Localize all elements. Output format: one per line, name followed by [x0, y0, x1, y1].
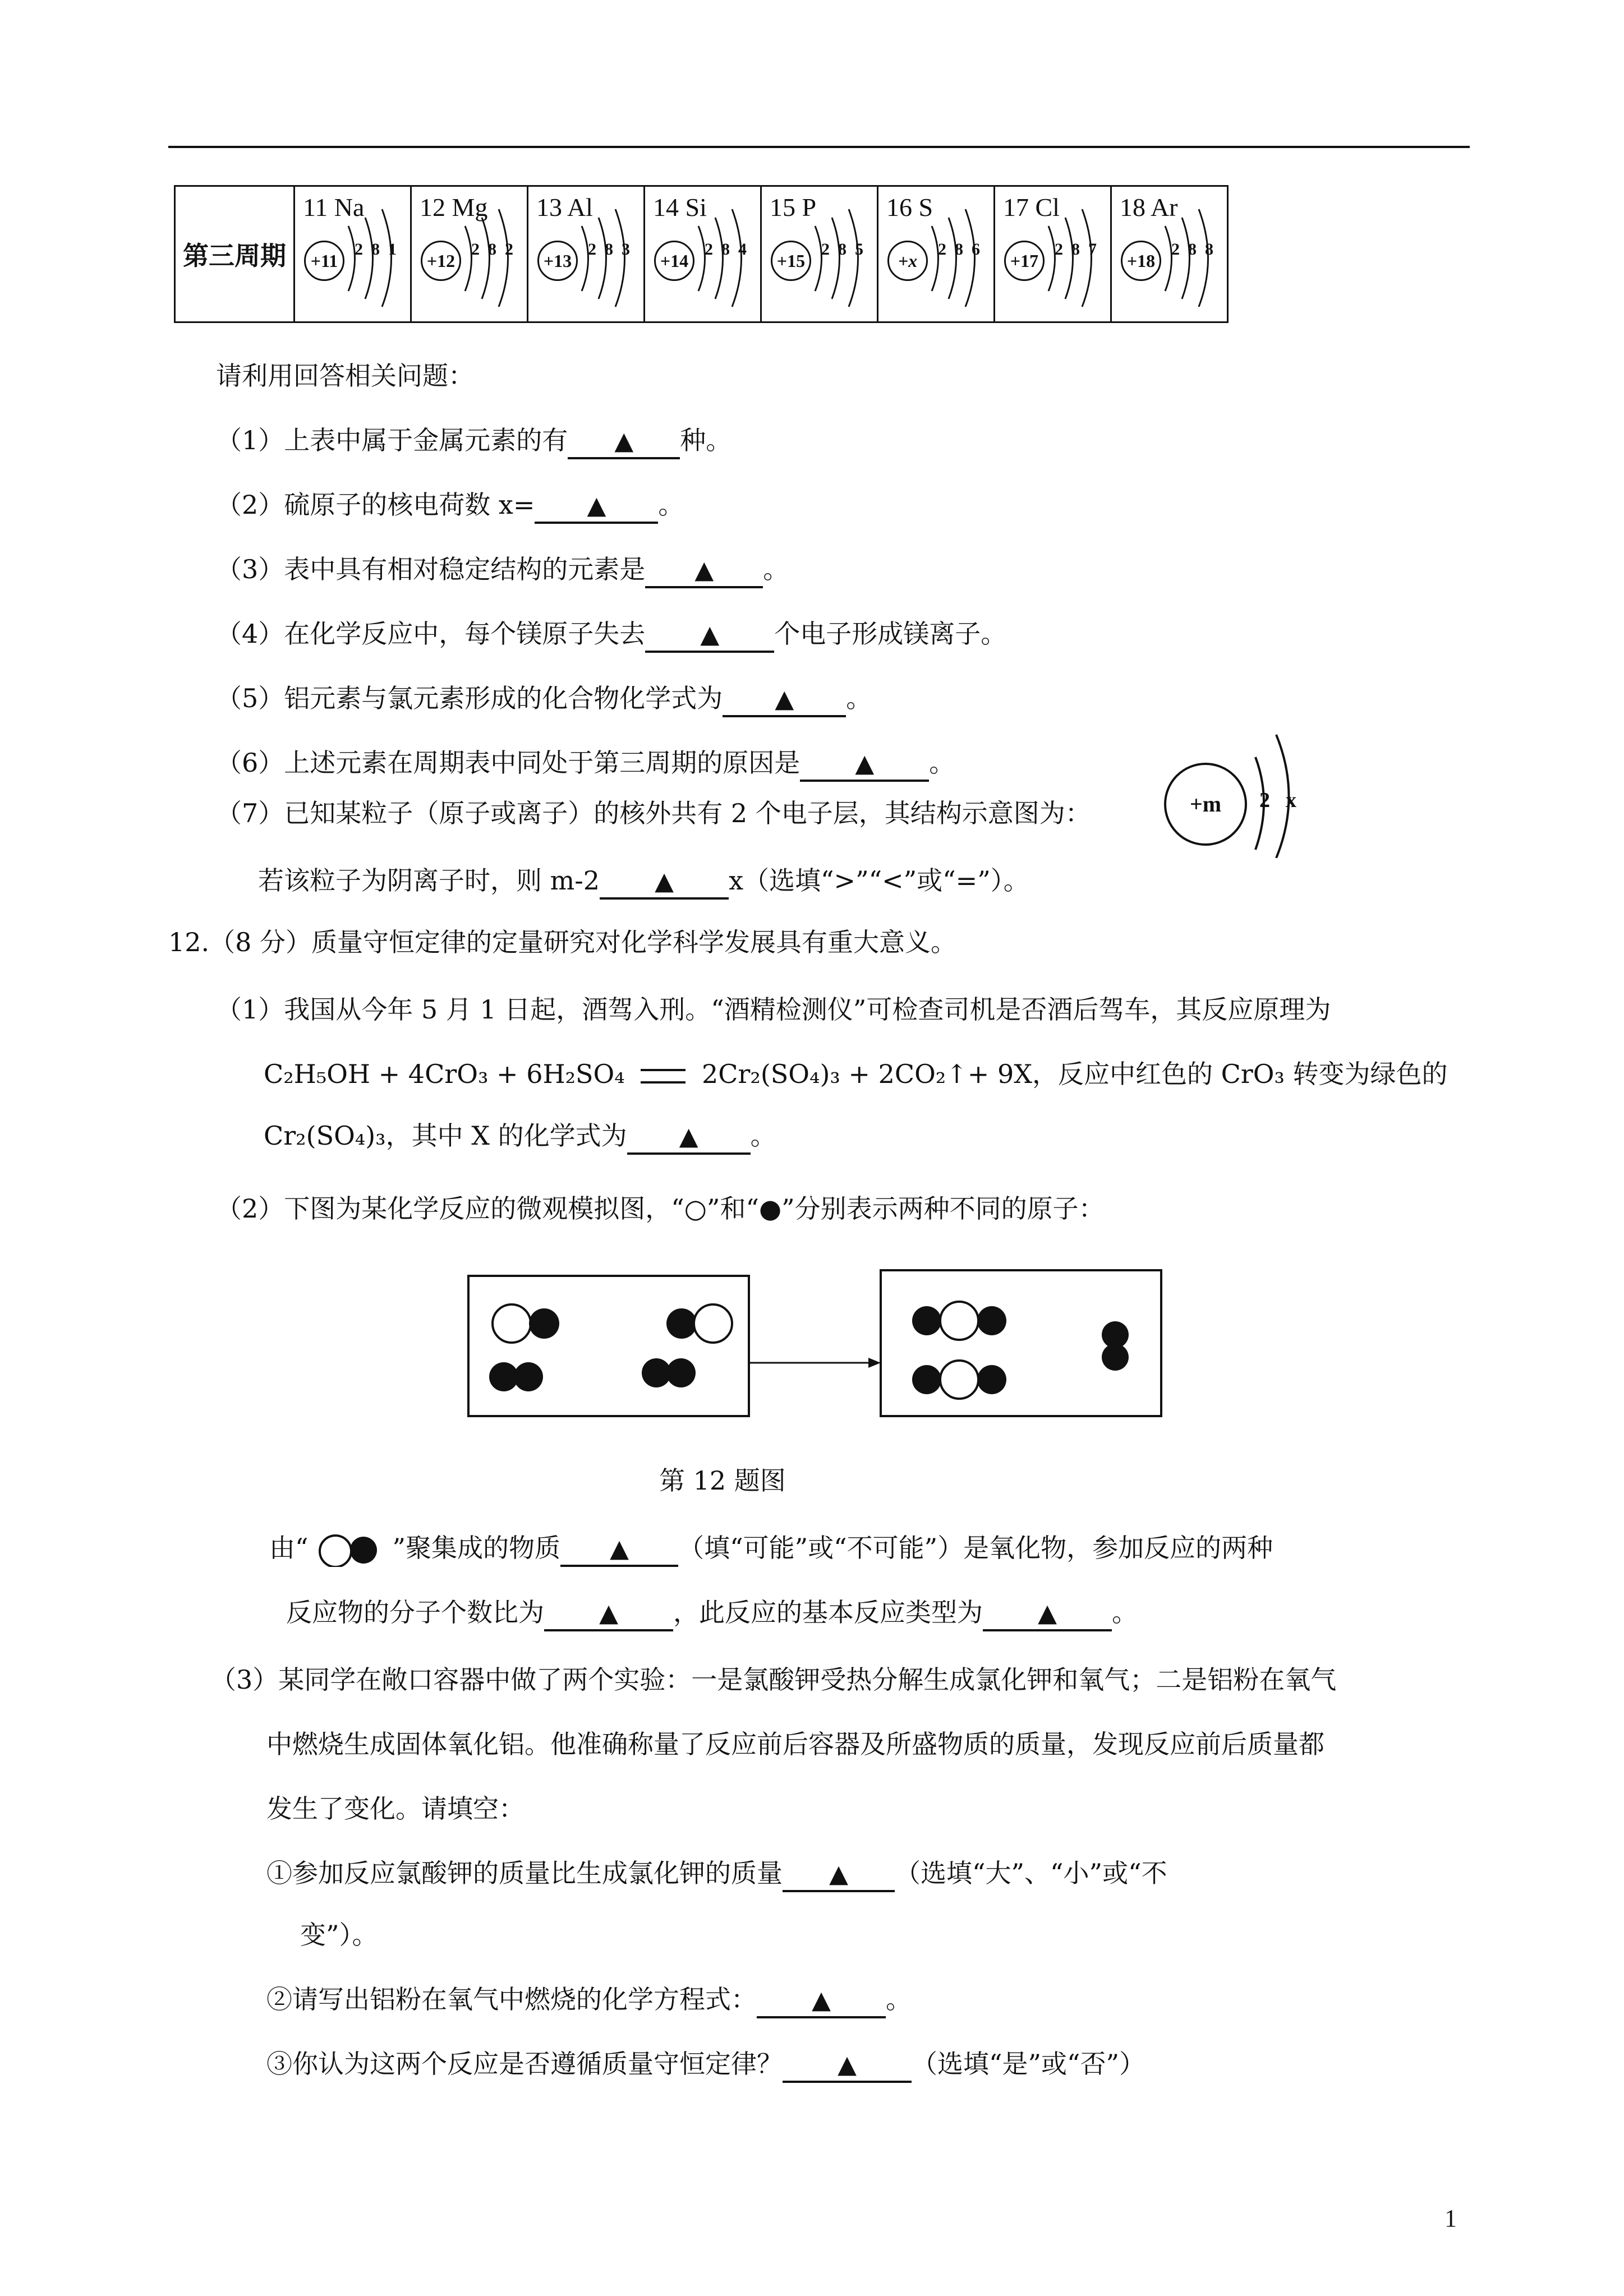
shell-count: 8: [721, 240, 730, 259]
nucleus: +15: [771, 241, 811, 281]
q11-part7: （7）已知某粒子（原子或离子）的核外共有 2 个电子层，其结构示意图为：: [216, 798, 1091, 828]
element-cell-al: [528, 186, 645, 322]
answer-blank[interactable]: ▲: [600, 866, 729, 900]
shell-count: 2: [1055, 240, 1063, 259]
q11-part3: （3）表中具有相对稳定结构的元素是 ▲ 。: [216, 552, 789, 588]
q12-sub3: ③你认为这两个反应是否遵循质量守恒定律？ ▲ （选填“是”或“否”）: [266, 2047, 1145, 2083]
white-atom-icon: [493, 1304, 531, 1343]
element-label: 13 Al: [536, 193, 593, 222]
answer-blank[interactable]: ▲: [757, 1985, 886, 2018]
element-label: 16 S: [886, 193, 933, 222]
shell-count: 2: [938, 240, 946, 259]
element-label: 12 Mg: [420, 193, 488, 222]
black-atom-icon: [1102, 1344, 1129, 1371]
shell-count: 7: [1088, 240, 1097, 259]
black-atom-icon: [912, 1306, 941, 1335]
shell-count: 8: [838, 240, 846, 259]
black-atom-icon: [977, 1306, 1006, 1335]
black-atom-icon: [912, 1365, 941, 1394]
answer-blank[interactable]: ▲: [723, 684, 846, 717]
nucleus: +m: [1164, 763, 1247, 846]
element-cell-na: [295, 186, 411, 322]
answer-blank[interactable]: ▲: [800, 748, 929, 782]
shell-count: 2: [355, 240, 363, 259]
shell-count: 2: [1259, 789, 1270, 812]
black-atom-icon: [666, 1358, 696, 1387]
q11-intro: 请利用回答相关问题：: [216, 361, 474, 391]
q12-title: 12.（8 分）质量守恒定律的定量研究对化学科学发展具有重大意义。: [168, 927, 957, 957]
element-label: 18 Ar: [1120, 193, 1178, 222]
answer-blank[interactable]: ▲: [544, 1598, 673, 1631]
element-cell-cl: [995, 186, 1111, 322]
element-label: 14 Si: [653, 193, 707, 222]
q12-part3-line3: 发生了变化。请填空：: [266, 1794, 525, 1824]
shell-count: 8: [955, 240, 963, 259]
shell-count: 8: [488, 240, 496, 259]
answer-blank[interactable]: ▲: [645, 619, 774, 653]
q11-part7-question: 若该粒子为阴离子时，则 m-2 ▲ x（选填“>”“<”或“=”）。: [258, 864, 1029, 900]
shell-count: 8: [1205, 240, 1213, 259]
black-atom-icon: [514, 1362, 543, 1391]
nucleus: +11: [304, 241, 344, 281]
answer-blank[interactable]: ▲: [983, 1598, 1112, 1631]
particle-structure-diagram: [1161, 723, 1307, 858]
answer-blank[interactable]: ▲: [535, 490, 658, 524]
element-label: 11 Na: [303, 193, 365, 222]
q11-part4: （4）在化学反应中，每个镁原子失去 ▲ 个电子形成镁离子。: [216, 617, 1006, 653]
shell-count: 8: [605, 240, 613, 259]
element-label: 17 Cl: [1003, 193, 1060, 222]
answer-blank[interactable]: ▲: [783, 2049, 912, 2083]
nucleus: +17: [1004, 241, 1045, 281]
q11-part2: （2）硫原子的核电荷数 x= ▲ 。: [216, 488, 684, 524]
answer-blank[interactable]: ▲: [560, 1533, 678, 1567]
black-atom-icon: [529, 1308, 559, 1339]
shell-arcs-icon: [1161, 723, 1307, 858]
q12-sub1: ①参加反应氯酸钾的质量比生成氯化钾的质量 ▲ （选填“大”、“小”或“不: [266, 1856, 1167, 1892]
answer-blank[interactable]: ▲: [783, 1859, 895, 1892]
shell-count: 8: [371, 240, 380, 259]
element-label: 15 P: [770, 193, 817, 222]
molecule-icon: [309, 1533, 393, 1567]
nucleus: +x: [887, 241, 928, 281]
row-label: 第三周期: [175, 186, 295, 322]
shell-count: 2: [821, 240, 830, 259]
shell-count: 2: [471, 240, 480, 259]
q12-sub2: ②请写出铝粉在氧气中燃烧的化学方程式： ▲ 。: [266, 1983, 912, 2018]
q12-part2: （2）下图为某化学反应的微观模拟图，“○”和“●”分别表示两种不同的原子：: [216, 1193, 1105, 1224]
q12-part1: （1）我国从今年 5 月 1 日起，酒驾入刑。“酒精检测仪”可检查司机是否酒后驾车，其反应原理为: [216, 994, 1331, 1025]
nucleus: +12: [421, 241, 461, 281]
q12-part2-line1: 由“ ”聚集成的物质 ▲ （填“可能”或“不可能”）是氧化物，参加反应的两种: [269, 1531, 1273, 1567]
shell-count: 8: [1071, 240, 1080, 259]
black-atom-icon: [977, 1365, 1006, 1394]
white-atom-icon: [694, 1304, 732, 1343]
element-cell-ar: [1111, 186, 1228, 322]
header-rule: [168, 146, 1470, 148]
shell-count: 2: [505, 240, 513, 259]
q12-part3-line2: 中燃烧生成固体氧化铝。他准确称量了反应前后容器及所盛物质的质量，发现反应前后质量都: [266, 1729, 1324, 1759]
white-atom-icon: [940, 1361, 978, 1399]
q12-sub1-cont: 变”）。: [300, 1920, 378, 1950]
figure-caption: 第 12 题图: [659, 1465, 786, 1496]
shell-count: 8: [1188, 240, 1197, 259]
shell-count: 2: [1171, 240, 1180, 259]
answer-blank[interactable]: ▲: [645, 555, 763, 588]
nucleus: +18: [1121, 241, 1161, 281]
equals-sign-icon: [641, 1069, 686, 1084]
q12-part2-line2: 反应物的分子个数比为 ▲ ，此反应的基本反应类型为 ▲ 。: [286, 1596, 1138, 1631]
shell-count: 6: [972, 240, 980, 259]
shell-count: 5: [855, 240, 863, 259]
element-cell-s: [878, 186, 995, 322]
reaction-diagram: [466, 1265, 1172, 1422]
shell-count: x: [1286, 789, 1296, 812]
q12-part1-answer: Cr₂(SO₄)₃，其中 X 的化学式为 ▲ 。: [264, 1119, 776, 1155]
shell-count: 1: [388, 240, 397, 259]
element-cell-mg: [411, 186, 528, 322]
page-number: 1: [1444, 2205, 1457, 2232]
reactants-box: [468, 1276, 749, 1416]
periodic-table: [174, 185, 1229, 323]
answer-blank[interactable]: ▲: [627, 1121, 751, 1155]
answer-blank[interactable]: ▲: [568, 426, 680, 459]
q12-part3-line1: （3）某同学在敞口容器中做了两个实验：一是氯酸钾受热分解生成氯化钾和氧气；二是铝粉在氧气: [210, 1665, 1337, 1695]
nucleus: +14: [654, 241, 694, 281]
element-cell-p: [761, 186, 878, 322]
q11-part6: （6）上述元素在周期表中同处于第三周期的原因是 ▲ 。: [216, 746, 955, 782]
black-atom-icon: [666, 1308, 697, 1339]
shell-count: 3: [622, 240, 630, 259]
element-cell-si: [645, 186, 761, 322]
q11-part5: （5）铝元素与氯元素形成的化合物化学式为 ▲ 。: [216, 681, 872, 717]
q11-part1: （1）上表中属于金属元素的有 ▲ 种。: [216, 423, 732, 459]
nucleus: +13: [537, 241, 578, 281]
shell-count: 2: [588, 240, 596, 259]
shell-count: 2: [705, 240, 713, 259]
shell-count: 4: [738, 240, 747, 259]
white-atom-icon: [940, 1302, 978, 1340]
q12-equation: C₂H₅OH + 4CrO₃ + 6H₂SO₄ 2Cr₂(SO₄)₃ + 2CO₂↑+ 9X，反应中红色的 CrO₃ 转变为绿色的: [264, 1059, 1448, 1089]
